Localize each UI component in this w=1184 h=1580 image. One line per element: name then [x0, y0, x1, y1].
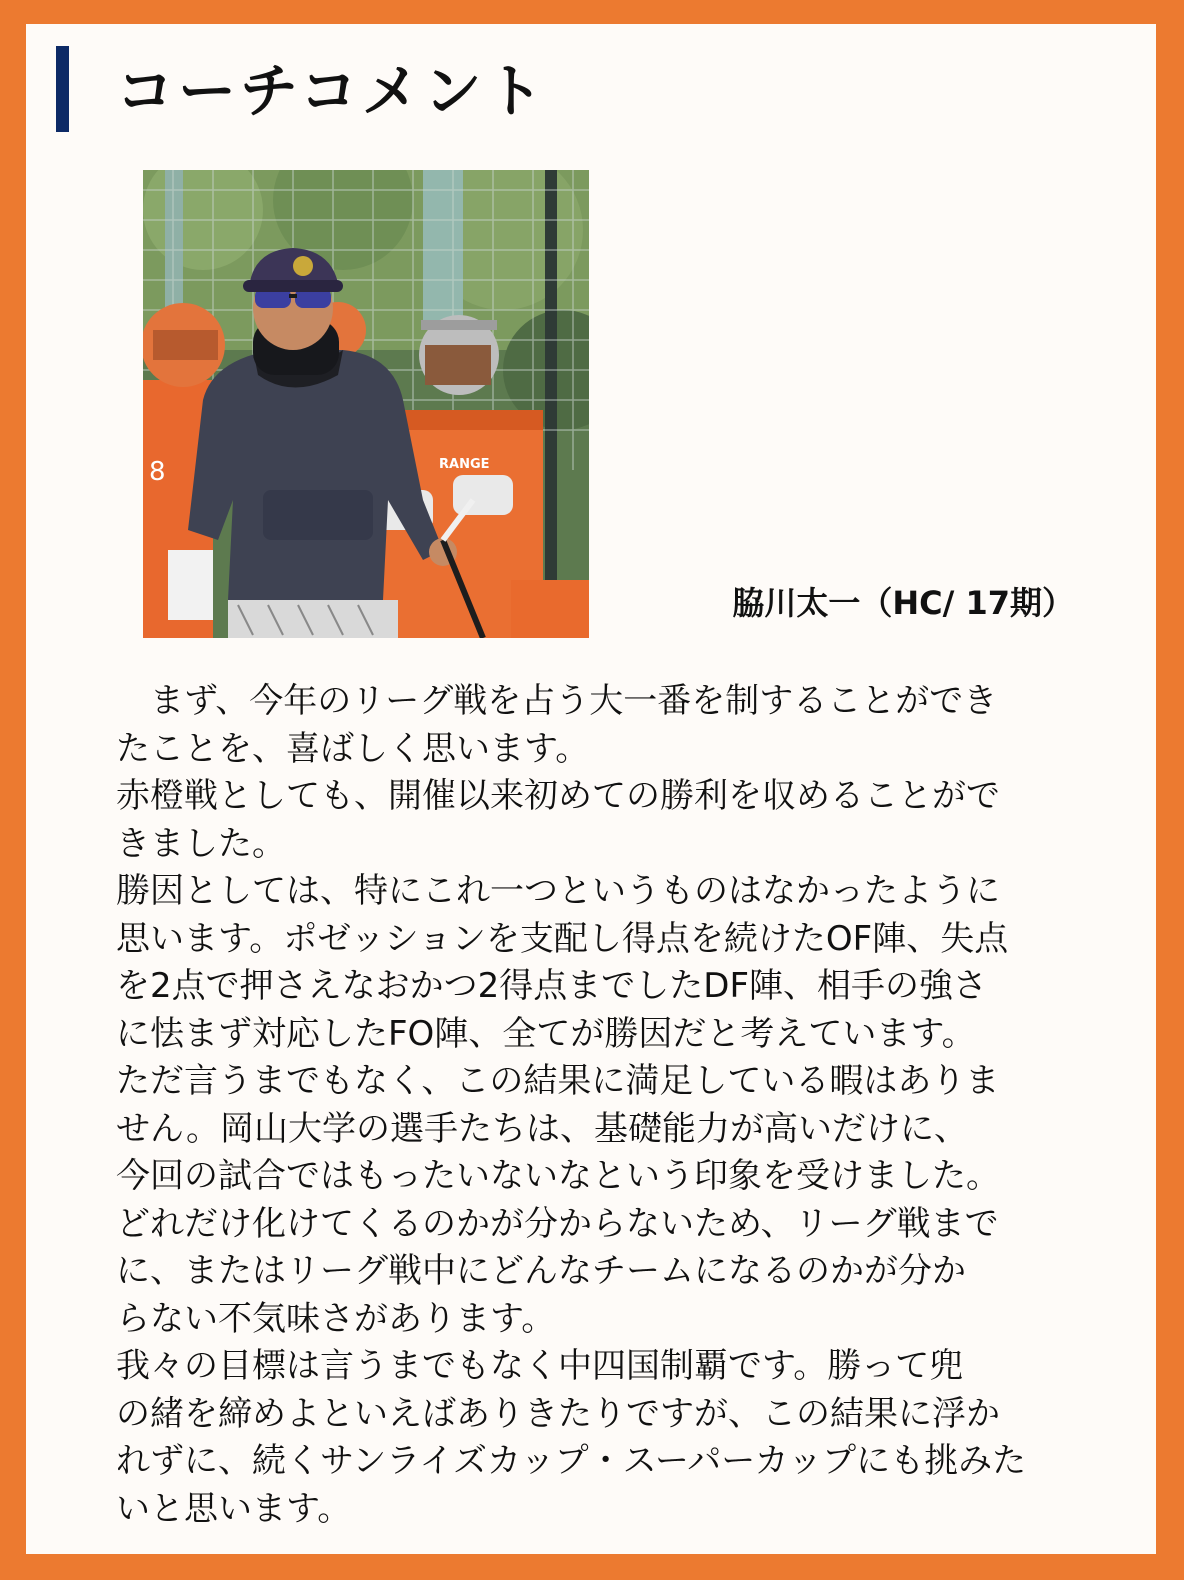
- comment-card: [26, 24, 1156, 1554]
- page-title: コーチコメント: [116, 57, 548, 125]
- comment-line: 我々の目標は言うまでもなく中四国制覇です。勝って兜: [116, 1346, 964, 1386]
- comment-line: らない不気味さがあります。: [116, 1298, 556, 1339]
- comment-line: せん。岡山大学の選手たちは、基礎能力が高いだけに、: [116, 1108, 969, 1149]
- comment-line: に、またはリーグ戦中にどんなチームになるのかが分か: [116, 1251, 966, 1291]
- comment-line: の緒を締めよといえばありきたりですが、この結果に浮か: [116, 1393, 1000, 1434]
- jersey-number-text: 8: [149, 457, 166, 487]
- comment-line: れずに、続くサンライズカップ・スーパーカップにも挑みた: [116, 1441, 1027, 1481]
- comment-line: まず、今年のリーグ戦を占う大一番を制することができ: [116, 681, 998, 721]
- comment-line: 勝因としては、特にこれ一つというものはなかったように: [116, 871, 1000, 911]
- comment-body: [116, 678, 1076, 1533]
- comment-line: たことを、喜ばしく思います。: [116, 728, 590, 769]
- jersey-text: RANGE: [439, 457, 490, 472]
- comment-line: ただ言うまでもなく、この結果に満足している暇はありま: [116, 1061, 1000, 1101]
- comment-line: を2点で押さえなおかつ2得点までしたDF陣、相手の強さ: [116, 966, 987, 1006]
- comment-line: に怯まず対応したFO陣、全てが勝因だと考えています。: [116, 1013, 976, 1054]
- comment-line: 赤橙戦としても、開催以来初めての勝利を収めることがで: [116, 776, 1000, 816]
- coach-name-caption: 脇川太一（HC/ 17期）: [732, 584, 1074, 622]
- coach-photo: [143, 170, 589, 638]
- title-accent-bar: [56, 46, 69, 132]
- comment-line: きました。: [116, 823, 286, 864]
- comment-line: いと思います。: [116, 1488, 352, 1529]
- comment-line: どれだけ化けてくるのかが分からないため、リーグ戦まで: [116, 1203, 999, 1244]
- comment-line: 思います。ポゼッションを支配し得点を続けたOF陣、失点: [116, 918, 1009, 959]
- comment-line: 今回の試合ではもったいないなという印象を受けました。: [116, 1156, 1000, 1196]
